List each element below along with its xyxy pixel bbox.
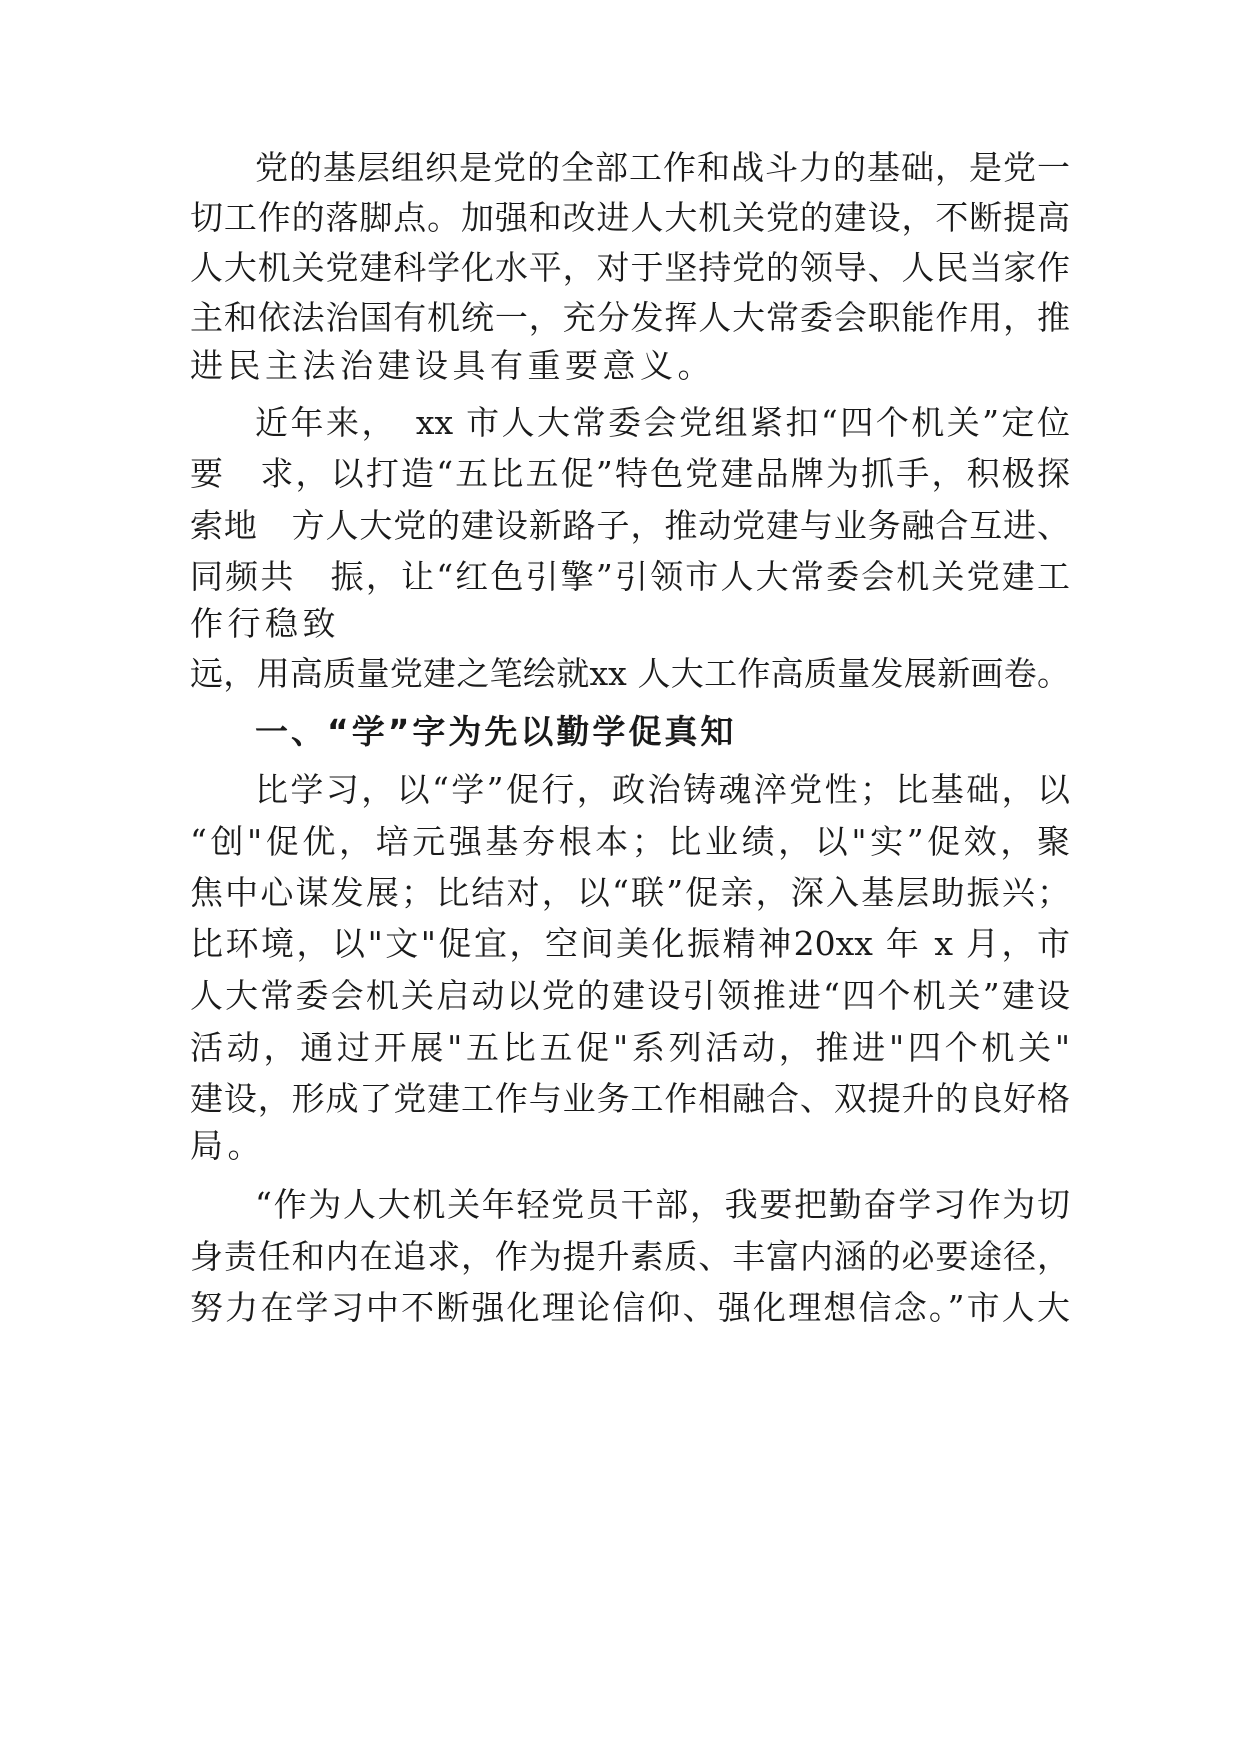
paragraph-3-line-4: 比环境，以"文"促宜，空间美化振精神20xx 年 x 月，市 [190,924,1070,963]
paragraph-2-line-1: 近年来， xx 市人大常委会党组紧扣“四个机关”定位 [255,403,1070,442]
section-heading: 一、“学”字为先以勤学促真知 [255,712,737,751]
paragraph-4-line-1: “作为人大机关年轻党员干部，我要把勤奋学习作为切 [255,1185,1070,1224]
paragraph-3-line-1: 比学习，以“学”促行，政治铸魂淬党性；比基础，以 [255,770,1070,809]
paragraph-4-line-3: 努力在学习中不断强化理论信仰、强化理想信念。”市人大 [190,1288,1070,1327]
paragraph-1-line-1: 党的基层组织是党的全部工作和战斗力的基础，是党一 [255,148,1070,187]
paragraph-3-line-7: 建设，形成了党建工作与业务工作相融合、双提升的良好格 [190,1079,1070,1118]
paragraph-2-line-5: 作行稳致 [190,604,340,643]
paragraph-3-line-3: 焦中心谋发展；比结对，以“联”促亲，深入基层助振兴； [190,873,1070,912]
paragraph-3-line-6: 活动，通过开展"五比五促"系列活动，推进"四个机关" [190,1028,1070,1067]
paragraph-1-line-3: 人大机关党建科学化水平，对于坚持党的领导、人民当家作 [190,248,1070,287]
paragraph-2-line-6: 远，用高质量党建之笔绘就xx 人大工作高质量发展新画卷。 [190,654,1070,693]
paragraph-4-line-2: 身责任和内在追求，作为提升素质、丰富内涵的必要途径， [190,1237,1070,1276]
paragraph-3-line-2: “创"促优，培元强基夯根本；比业绩，以"实”促效，聚 [190,822,1070,861]
paragraph-2-line-3: 索地 方人大党的建设新路子，推动党建与业务融合互进、 [190,506,1070,545]
paragraph-2-line-4: 同频共 振，让“红色引擎”引领市人大常委会机关党建工 [190,557,1070,596]
paragraph-2-line-2: 要 求，以打造“五比五促”特色党建品牌为抓手，积极探 [190,454,1070,493]
paragraph-1-line-4: 主和依法治国有机统一，充分发挥人大常委会职能作用，推 [190,298,1070,337]
paragraph-3-line-5: 人大常委会机关启动以党的建设引领推进“四个机关”建设 [190,976,1070,1015]
paragraph-3-line-8: 局。 [190,1126,265,1165]
paragraph-1-line-2: 切工作的落脚点。加强和改进人大机关党的建设，不断提高 [190,198,1070,237]
paragraph-1-line-5: 进民主法治建设具有重要意义。 [190,346,715,385]
